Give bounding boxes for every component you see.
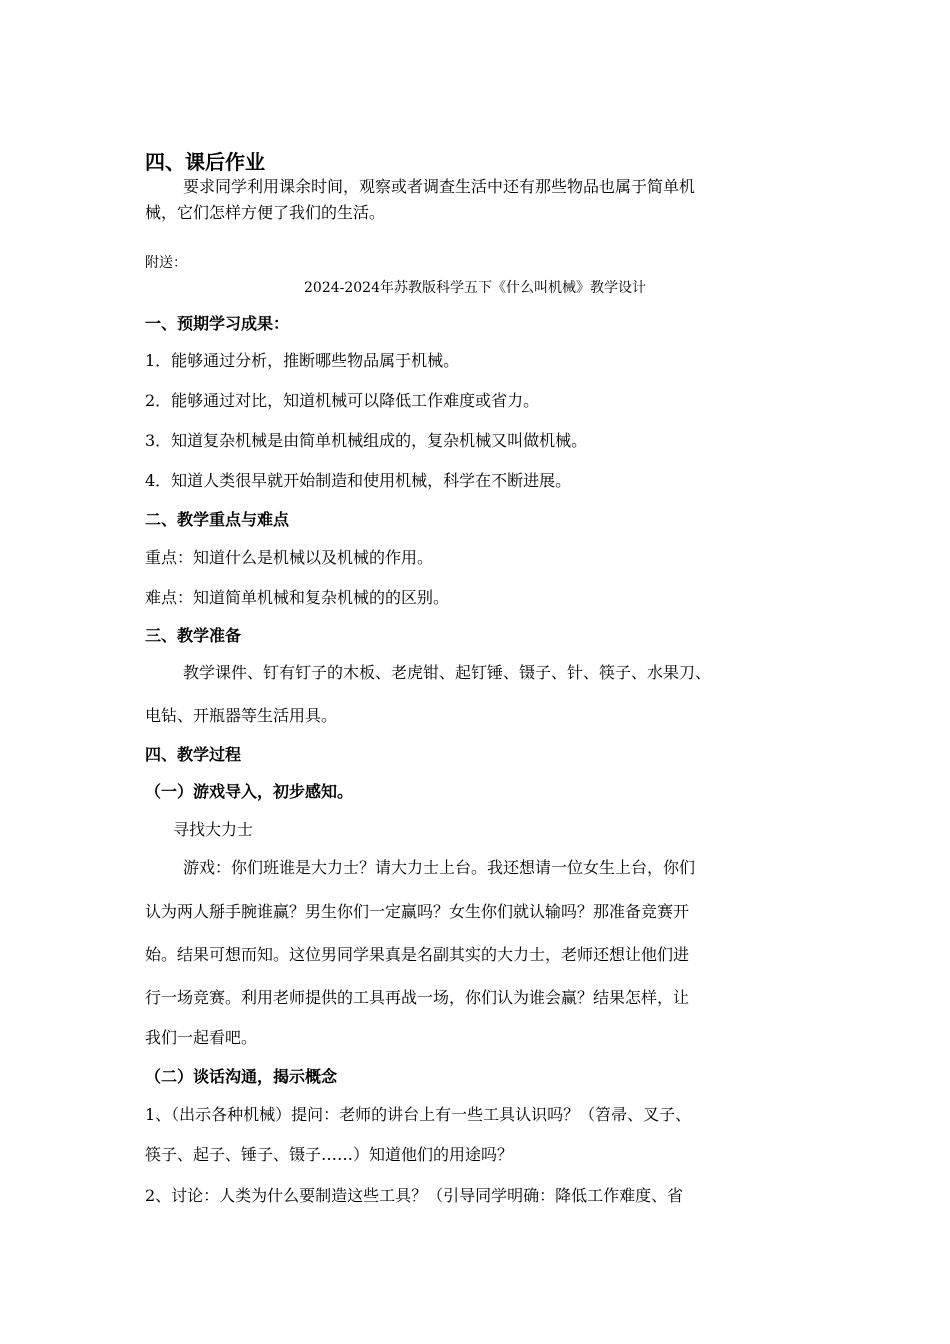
preparation-line-2: 电钻、开瓶器等生活用具。 bbox=[145, 706, 338, 725]
appendix-label: 附送： bbox=[145, 255, 187, 271]
section-1-heading: 一、预期学习成果： bbox=[145, 314, 290, 333]
outcome-item-1: 1．能够通过分析，推断哪些物品属于机械。 bbox=[145, 351, 460, 370]
preparation-line-1: 教学课件、钉有钉子的木板、老虎钳、起钉锤、镊子、针、筷子、水果刀、 bbox=[183, 663, 712, 682]
section-4-heading: 四、教学过程 bbox=[145, 745, 242, 764]
outcome-item-4: 4．知道人类很早就开始制造和使用机械，科学在不断进展。 bbox=[145, 471, 572, 490]
section-2-heading: 二、教学重点与难点 bbox=[145, 510, 290, 529]
outcome-item-2: 2．能够通过对比，知道机械可以降低工作难度或省力。 bbox=[145, 391, 540, 410]
game-paragraph-line-4: 行一场竞赛。利用老师提供的工具再战一场，你们认为谁会赢？结果怎样，让 bbox=[145, 988, 690, 1007]
part-1-heading: （一）游戏导入，初步感知。 bbox=[145, 782, 354, 801]
part-2-heading: （二）谈话沟通，揭示概念 bbox=[145, 1067, 338, 1086]
outcome-item-3: 3．知道复杂机械是由简单机械组成的，复杂机械又叫做机械。 bbox=[145, 431, 588, 450]
game-paragraph-line-5: 我们一起看吧。 bbox=[145, 1028, 258, 1047]
game-paragraph-line-3: 始。结果可想而知。这位男同学果真是名副其实的大力士，老师还想让他们进 bbox=[145, 945, 690, 964]
difficulty-text: 难点：知道简单机械和复杂机械的的区别。 bbox=[145, 588, 450, 607]
section-3-heading: 三、教学准备 bbox=[145, 626, 242, 645]
discussion-line-2: 筷子、起子、锤子、镊子……）知道他们的用途吗？ bbox=[145, 1145, 514, 1164]
document-title: 2024-2024年苏教版科学五下《什么叫机械》教学设计 bbox=[304, 280, 646, 296]
homework-paragraph-line-1: 要求同学利用课余时间，观察或者调查生活中还有那些物品也属于简单机 bbox=[183, 177, 696, 196]
discussion-line-1: 1、（出示各种机械）提问：老师的讲台上有一些工具认识吗？（笤帚、叉子、 bbox=[145, 1105, 692, 1124]
homework-heading: 四、课后作业 bbox=[145, 150, 265, 174]
game-paragraph-line-1: 游戏：你们班谁是大力士？请大力士上台。我还想请一位女生上台，你们 bbox=[183, 858, 696, 877]
game-paragraph-line-2: 认为两人掰手腕谁赢？男生你们一定赢吗？女生你们就认输吗？那准备竞赛开 bbox=[145, 902, 690, 921]
key-point-text: 重点：知道什么是机械以及机械的作用。 bbox=[145, 548, 434, 567]
part-1-subtitle: 寻找大力士 bbox=[173, 820, 254, 839]
homework-paragraph-line-2: 械，它们怎样方便了我们的生活。 bbox=[145, 203, 386, 222]
discussion-line-3: 2、讨论：人类为什么要制造这些工具？（引导同学明确：降低工作难度、省 bbox=[145, 1186, 684, 1205]
